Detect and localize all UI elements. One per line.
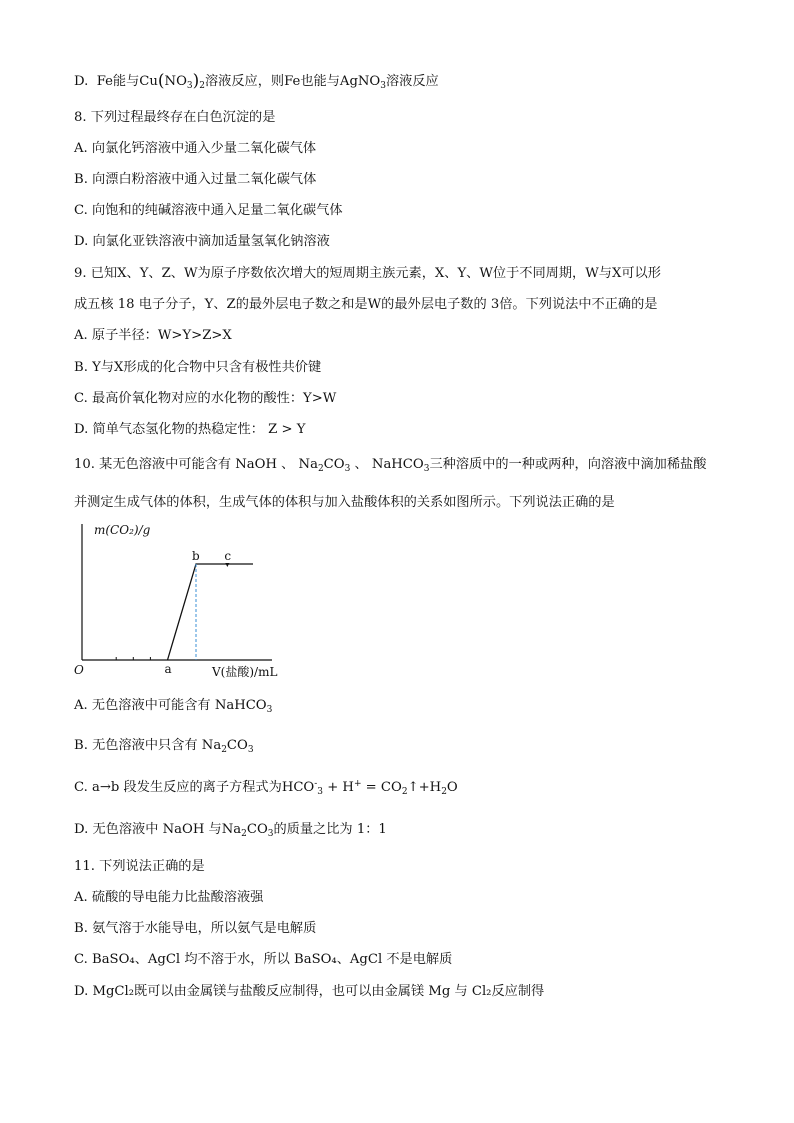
q8-stem: 8. 下列过程最终存在白色沉淀的是 xyxy=(74,110,276,125)
formula: CO xyxy=(246,822,268,837)
subscript: 3 xyxy=(423,464,430,474)
q8-option-a[interactable]: A. 向氯化钙溶液中通入少量二氧化碳气体 xyxy=(74,141,317,156)
q9-stem-line1: 9. 已知X、Y、Z、W为原子序数依次增大的短周期主族元素，X、Y、W位于不同周期，W与X可以形 xyxy=(74,266,661,281)
subscript: 3 xyxy=(344,464,351,474)
formula: HCO xyxy=(281,780,315,795)
q10-option-d[interactable]: D. 无色溶液中 NaOH 与$Na_2CO_3$的质量之比为 1：1 xyxy=(74,822,387,839)
point-label-b: b xyxy=(192,549,200,563)
formula: NO xyxy=(164,74,187,89)
q10-graph xyxy=(72,518,292,684)
subscript: 3 xyxy=(247,745,254,755)
q11-option-c[interactable]: C. BaSO₄、AgCl 均不溶于水，所以 BaSO₄、AgCl 不是电解质 xyxy=(74,952,453,967)
formula: NaHCO xyxy=(214,698,267,713)
formula: AgNO xyxy=(339,74,381,89)
subscript: 2 xyxy=(317,464,324,474)
q10-stem-line1 xyxy=(74,456,706,474)
origin-label: O xyxy=(74,663,84,677)
formula: Cu xyxy=(139,74,158,89)
q10-option-c[interactable]: C. a→b 段发生反应的离子方程式为$HCO^-_3 + H^+$ = $CO_2↑+H_2O$ xyxy=(74,779,458,797)
subscript: 2 xyxy=(441,787,447,797)
point-mark-c xyxy=(225,563,229,567)
q9-stem-line2: 成五核 18 电子分子，Y、Z的最外层电子数之和是W的最外层电子数的 3倍。下列说法中不正确的是 xyxy=(74,297,658,312)
subscript: 3 xyxy=(317,787,323,797)
q7-option-d: D. Fe能与$Cu(NO_3)_2$溶液反应，则Fe也能与AgNO$_3$溶液反应 xyxy=(74,71,439,91)
q11-option-d[interactable]: D. MgCl₂既可以由金属镁与盐酸反应制得，也可以由金属镁 Mg 与 Cl₂反应制得 xyxy=(74,984,545,999)
q10-option-a[interactable]: A. 无色溶液中可能含有 NaHCO$_3$ xyxy=(74,698,273,715)
formula: Na xyxy=(298,457,318,472)
option-text: Fe能与 xyxy=(96,74,140,89)
subscript: 2 xyxy=(241,829,247,839)
q9-option-a[interactable]: A. 原子半径：W>Y>Z>X xyxy=(74,328,232,343)
stem-text: 三种溶质中的一种或两种，向溶液中滴加稀盐酸 xyxy=(429,457,707,472)
stem-text: 10. 某无色溶液中可能含有 NaOH 、 xyxy=(74,457,295,472)
subscript: 3 xyxy=(380,81,386,91)
formula: Na xyxy=(201,738,222,753)
q11-stem: 11. 下列说法正确的是 xyxy=(74,859,205,874)
point-label-a: a xyxy=(164,662,172,676)
q9-option-b[interactable]: B. Y与X形成的化合物中只含有极性共价键 xyxy=(74,360,322,375)
q10-stem-line2: 并测定生成气体的体积，生成气体的体积与加入盐酸体积的关系如图所示。下列说法正确的是 xyxy=(74,495,615,510)
q10-option-b[interactable]: B. 无色溶液中只含有 $Na_2CO_3$ xyxy=(74,738,254,755)
q8-option-c[interactable]: C. 向饱和的纯碱溶液中通入足量二氧化碳气体 xyxy=(74,203,343,218)
subscript: 3 xyxy=(267,829,274,839)
subscript: 3 xyxy=(266,705,273,715)
subscript: 3 xyxy=(186,81,193,91)
option-label: D. xyxy=(74,74,89,89)
option-text: 溶液反应，则Fe也能与 xyxy=(205,74,340,89)
option-text: 溶液反应 xyxy=(385,74,439,89)
q9-option-d[interactable]: D. 简单气态氢化物的热稳定性： Z > Y xyxy=(74,422,306,437)
y-axis-label: m(CO₂)/g xyxy=(94,523,151,537)
q11-option-b[interactable]: B. 氨气溶于水能导电，所以氨气是电解质 xyxy=(74,921,317,936)
x-axis-label: V(盐酸)/mL xyxy=(212,665,278,679)
subscript: 2 xyxy=(199,81,205,91)
q8-option-b[interactable]: B. 向漂白粉溶液中通入过量二氧化碳气体 xyxy=(74,172,317,187)
point-label-c: c xyxy=(224,549,232,563)
subscript: 2 xyxy=(401,787,408,797)
q9-option-c[interactable]: C. 最高价氧化物对应的水化物的酸性：Y>W xyxy=(74,391,337,406)
formula: NaHCO xyxy=(371,457,424,472)
subscript: 2 xyxy=(221,745,227,755)
formula: CO xyxy=(323,457,345,472)
formula: CO xyxy=(226,738,248,753)
stem-text: 、 xyxy=(354,457,368,472)
series-line xyxy=(168,564,254,660)
q8-option-d[interactable]: D. 向氯化亚铁溶液中滴加适量氢氧化钠溶液 xyxy=(74,234,330,249)
q11-option-a[interactable]: A. 硫酸的导电能力比盐酸溶液强 xyxy=(74,890,264,905)
formula: Na xyxy=(221,822,242,837)
